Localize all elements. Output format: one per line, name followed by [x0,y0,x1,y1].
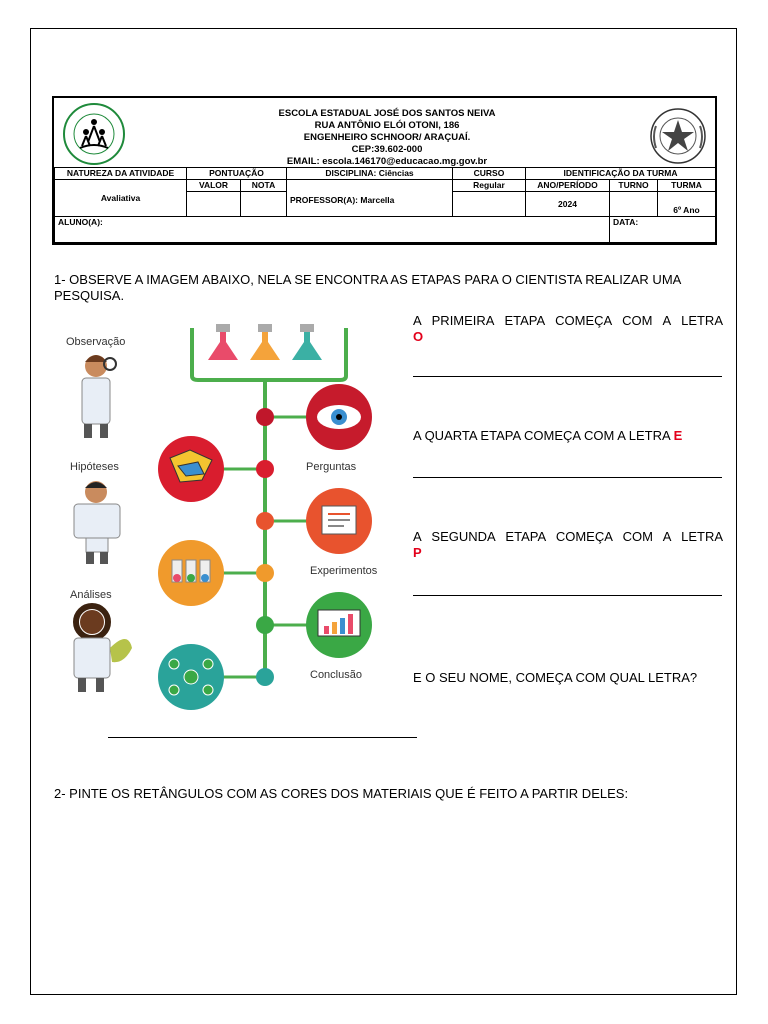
item-4-text: E O SEU NOME, COMEÇA COM QUAL LETRA? [413,670,698,685]
question-2-prompt: 2- PINTE OS RETÂNGULOS COM AS CORES DOS MATERIAIS QUE É FEITO A PARTIR DELES: [54,786,629,801]
valor-header: VALOR [187,180,241,192]
question-1-prompt: 1- OBSERVE A IMAGEM ABAIXO, NELA SE ENCONTRA AS ETAPAS PARA O CIENTISTA REALIZAR UMA PESQUISA. [54,272,681,303]
curso-empty-cell [453,192,526,217]
curso-header: CURSO [453,168,526,180]
answer-line-4[interactable] [108,737,417,738]
info-table [54,167,716,243]
school-address: RUA ANTÔNIO ELÓI OTONI, 186 [314,120,460,131]
avaliativa-text: Avaliativa [100,192,141,203]
regular-cell: Regular [453,180,526,192]
pontuacao-header: PONTUAÇÃO [187,168,287,180]
item-2 [413,428,723,444]
label-hipoteses: Hipóteses [70,461,119,473]
identificacao-header: IDENTIFICAÇÃO DA TURMA [526,168,716,180]
ano-periodo-header: ANO/PERÍODO [526,180,610,192]
item-2-letter: E [673,428,683,443]
item-1-letter: O [413,329,424,344]
ano-value: 2024 [526,192,610,217]
nota-header: NOTA [241,180,287,192]
item-3-text: A SEGUNDA ETAPA COMEÇA COM A LETRA [413,529,723,544]
turno-cell[interactable] [610,192,658,217]
avaliativa-cell [55,180,187,217]
school-cep: CEP:39.602-000 [351,144,423,155]
turno-header: TURNO [610,180,658,192]
answer-line-3[interactable] [413,595,722,596]
flask-icons [208,324,322,360]
header-box [52,96,717,245]
turma-value: 6º Ano [658,192,716,217]
school-logo [62,102,126,166]
disciplina-cell: DISCIPLINA: Ciências [287,168,453,180]
natureza-header: NATUREZA DA ATIVIDADE [55,168,187,180]
professor-text: PROFESSOR(A): Marcella [290,195,395,205]
aluno-field[interactable]: ALUNO(A): [55,217,610,243]
school-info [204,108,570,168]
label-observacao: Observação [66,336,126,348]
state-seal [646,106,710,166]
turma-header: TURMA [658,180,716,192]
scientific-method-illustration [52,318,402,710]
label-conclusao: Conclusão [310,669,362,681]
item-1-text: A PRIMEIRA ETAPA COMEÇA COM A LETRA [413,313,723,328]
school-email: EMAIL: escola.146170@educacao.mg.gov.br [286,156,488,167]
valor-cell[interactable] [187,192,241,217]
item-2-text: A QUARTA ETAPA COMEÇA COM A LETRA [413,428,670,443]
school-name: ESCOLA ESTADUAL JOSÉ DOS SANTOS NEIVA [278,108,496,119]
answer-line-1[interactable] [413,376,722,377]
data-field[interactable]: DATA: [610,217,716,243]
label-analises: Análises [70,589,112,601]
item-3-letter: P [413,545,422,560]
professor-cell [287,180,453,217]
label-perguntas: Perguntas [306,461,357,473]
label-experimentos: Experimentos [310,565,378,577]
nota-cell[interactable] [241,192,287,217]
school-city: ENGENHEIRO SCHNOOR/ ARAÇUAÍ. [303,132,471,143]
answer-line-2[interactable] [413,477,722,478]
